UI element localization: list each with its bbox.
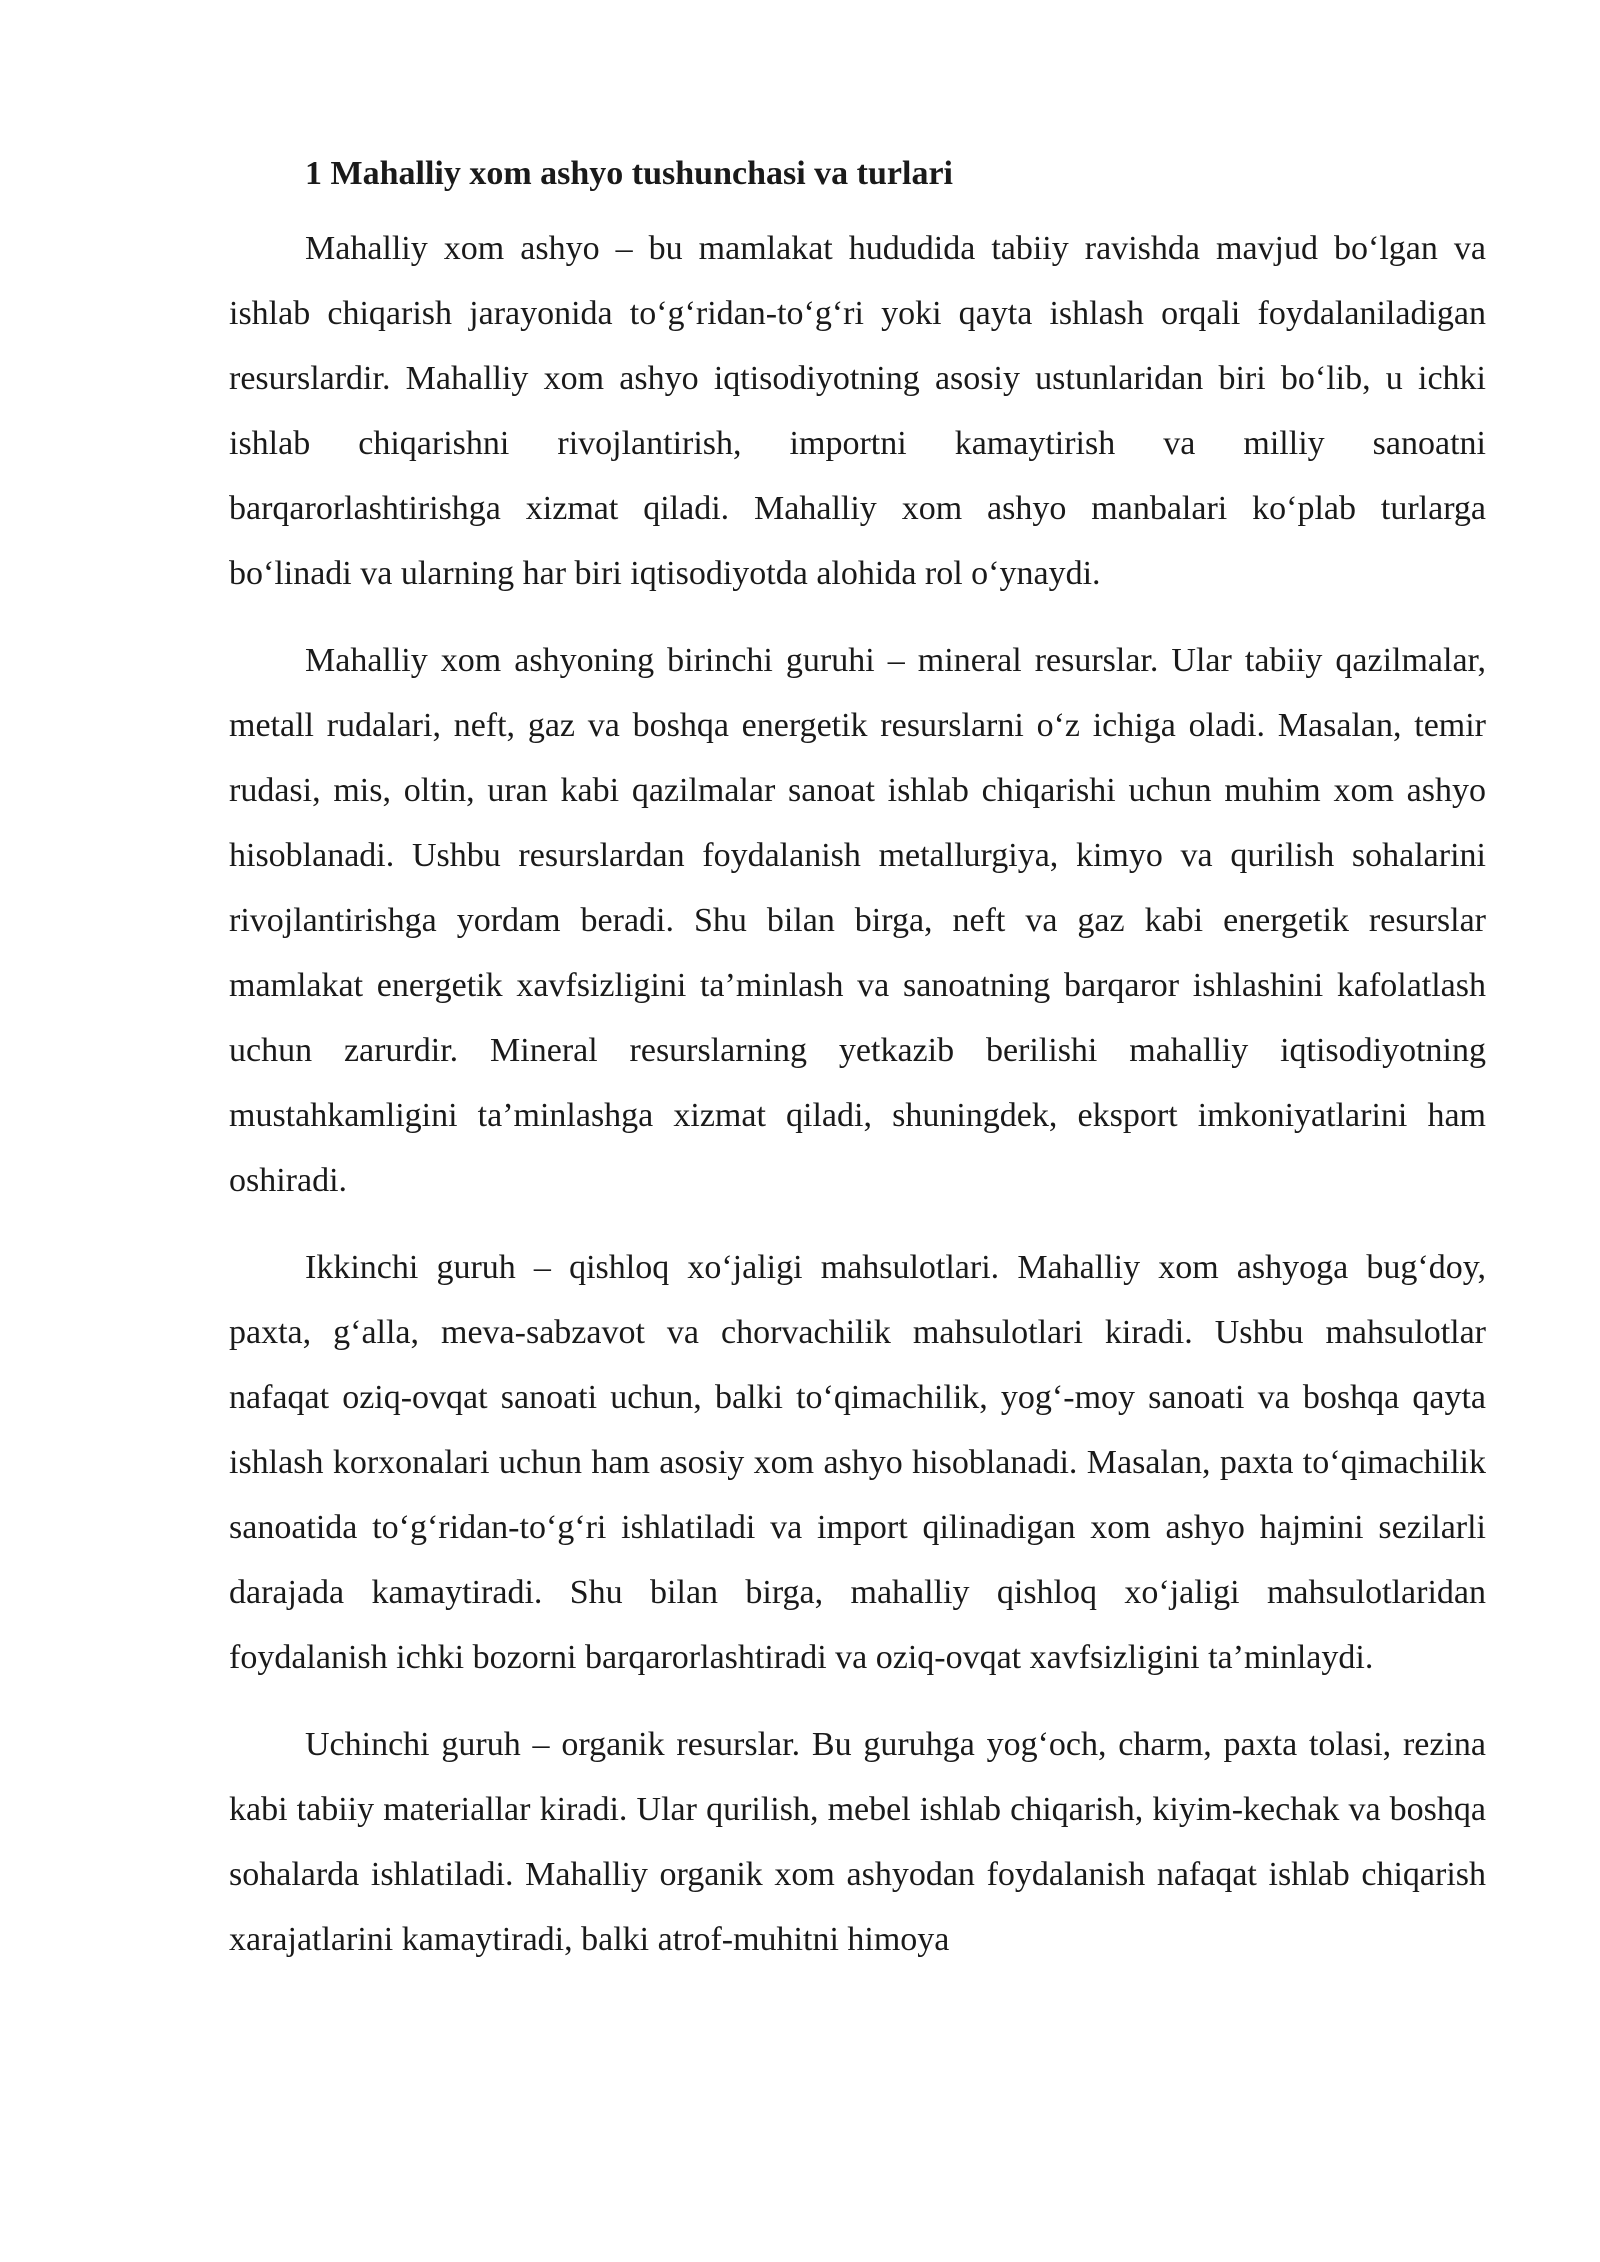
paragraph-mineral-resources: Mahalliy xom ashyoning birinchi guruhi – mineral resurslar. Ular tabiiy qazilmalar, metall rudalari, neft, gaz va boshqa energetik resurslarni o‘z ichiga oladi. Masalan, temir rudasi, mis, oltin, uran kabi qazilmalar sanoat ishlab chiqarishi uchun muhim xom ashyo hisoblanadi. Ushbu resurslardan foydalanish metallurgiya, kimyo va qurilish sohalarini rivojlantirishga yordam beradi. Shu bilan birga, neft va gaz kabi energetik resurslar mamlakat energetik xavfsizligini ta’minlash va sanoatning barqaror ishlashini kafolatlash uchun zarurdir. Mineral resurslarning yetkazib berilishi mahalliy iqtisodiyotning mustahkamligini ta’minlashga xizmat qiladi, shuningdek, eksport imkoniyatlarini ham oshiradi. — [229, 642, 1486, 1199]
paragraph-organic-resources: Uchinchi guruh – organik resurslar. Bu guruhga yog‘och, charm, paxta tolasi, rezina kabi tabiiy materiallar kiradi. Ular qurilish, mebel ishlab chiqarish, kiyim-kechak va boshqa sohalarda ishlatiladi. Mahalliy organik xom ashyodan foydalanish nafaqat ishlab chiqarish xarajatlarini kamaytiradi, balki atrof-muhitni himoya — [229, 1726, 1486, 1958]
paragraph-intro: Mahalliy xom ashyo – bu mamlakat hududida tabiiy ravishda mavjud bo‘lgan va ishlab chiqarish jarayonida to‘g‘ridan-to‘g‘ri yoki qayta ishlash orqali foydalaniladigan resurslardir. Mahalliy xom ashyo iqtisodiyotning asosiy ustunlaridan biri bo‘lib, u ichki ishlab chiqarishni rivojlantirish, importni kamaytirish va milliy sanoatni barqarorlashtirishga xizmat qiladi. Mahalliy xom ashyo manbalari ko‘plab turlarga bo‘linadi va ularning har biri iqtisodiyotda alohida rol o‘ynaydi. — [229, 230, 1486, 592]
document-body — [229, 148, 1486, 1994]
section-heading: 1 Mahalliy xom ashyo tushunchasi va turlari — [305, 155, 953, 192]
paragraph-agricultural-products: Ikkinchi guruh – qishloq xo‘jaligi mahsulotlari. Mahalliy xom ashyoga bug‘doy, paxta, g‘alla, meva-sabzavot va chorvachilik mahsulotlari kiradi. Ushbu mahsulotlar nafaqat oziq-ovqat sanoati uchun, balki to‘qimachilik, yog‘-moy sanoati va boshqa qayta ishlash korxonalari uchun ham asosiy xom ashyo hisoblanadi. Masalan, paxta to‘qimachilik sanoatida to‘g‘ridan-to‘g‘ri ishlatiladi va import qilinadigan xom ashyo hajmini sezilarli darajada kamaytiradi. Shu bilan birga, mahalliy qishloq xo‘jaligi mahsulotlaridan foydalanish ichki bozorni barqarorlashtiradi va oziq-ovqat xavfsizligini ta’minlaydi. — [229, 1249, 1486, 1676]
